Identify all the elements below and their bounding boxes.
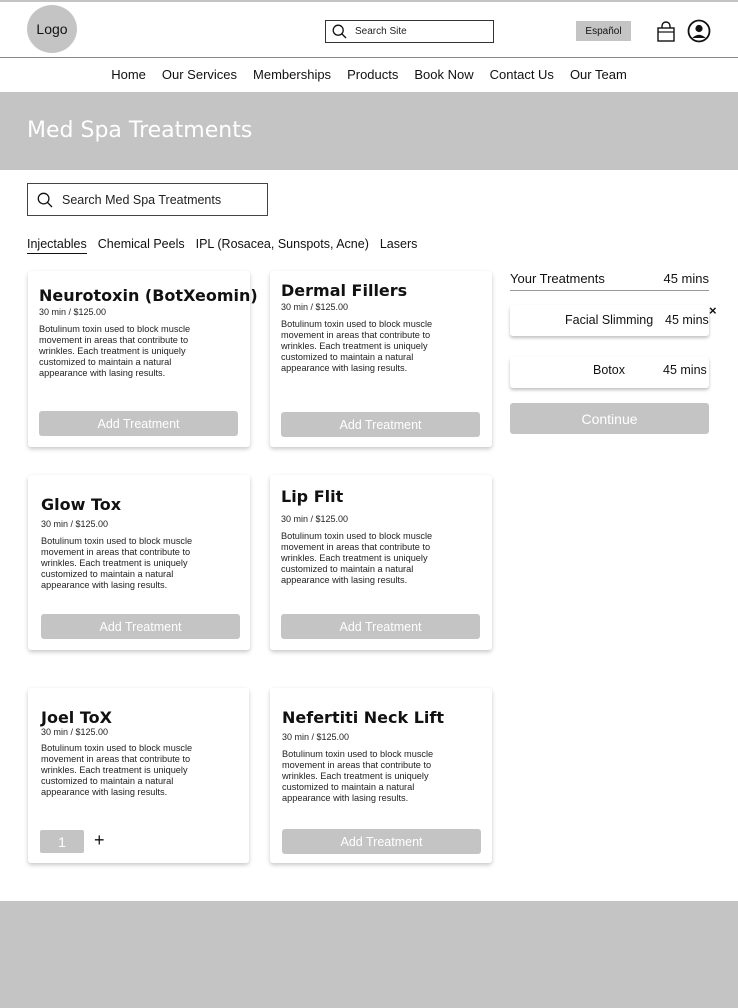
top-border [0, 0, 738, 2]
continue-button[interactable]: Continue [510, 403, 709, 434]
tab-lasers[interactable]: Lasers [379, 237, 418, 251]
logo[interactable] [27, 5, 77, 53]
add-treatment-button[interactable]: Add Treatment [41, 614, 240, 639]
selected-treatment-item [510, 357, 709, 388]
user-icon[interactable] [687, 19, 711, 43]
add-treatment-button[interactable]: Add Treatment [39, 411, 238, 436]
nav-item-home[interactable]: Home [111, 67, 146, 82]
card-title: Joel ToX [41, 708, 112, 727]
card-title: Lip Flit [281, 487, 344, 506]
card-title: Glow Tox [41, 495, 122, 514]
card-description: Botulinum toxin used to block muscle movement in areas that contribute to wrinkles. Each treatment is uniquely customized to maintain a natural appearance with lasing results. [39, 324, 191, 378]
logo-label: Logo [36, 21, 68, 37]
card-title: Dermal Fillers [281, 281, 408, 300]
treatment-card [28, 475, 250, 650]
language-button[interactable]: Español [576, 21, 631, 41]
nav-item-contact[interactable]: Contact Us [489, 67, 554, 82]
nav-item-services[interactable]: Our Services [161, 67, 238, 82]
card-title: Neurotoxin (BotXeomin) [39, 286, 258, 305]
treatment-card [28, 688, 249, 863]
your-treatments-title: Your Treatments [510, 271, 605, 286]
card-meta: 30 min / $125.00 [41, 519, 109, 529]
add-treatment-button[interactable]: Add Treatment [281, 614, 480, 639]
add-treatment-button[interactable]: Add Treatment [281, 412, 480, 437]
card-description: Botulinum toxin used to block muscle movement in areas that contribute to wrinkles. Each treatment is uniquely customized to maintain a natural appearance with lasing results. [282, 749, 434, 803]
tab-injectables[interactable]: Injectables [27, 237, 87, 254]
tab-ipl[interactable]: IPL (Rosacea, Sunspots, Acne) [195, 237, 369, 251]
header-divider [0, 57, 738, 58]
card-meta: 30 min / $125.00 [281, 302, 349, 312]
main-nav [0, 67, 738, 85]
nav-item-team[interactable]: Our Team [569, 67, 627, 82]
site-search-placeholder: Search Site [355, 26, 407, 37]
card-description: Botulinum toxin used to block muscle movement in areas that contribute to wrinkles. Each treatment is uniquely customized to maintain a natural appearance with lasing results. [41, 743, 193, 797]
add-treatment-button[interactable]: Add Treatment [282, 829, 481, 854]
selected-treatment-duration: 45 mins [663, 363, 707, 377]
search-icon [332, 24, 347, 39]
page-title: Med Spa Treatments [27, 118, 253, 143]
treatment-card [28, 271, 258, 447]
card-description: Botulinum toxin used to block muscle movement in areas that contribute to wrinkles. Each treatment is uniquely customized to maintain a natural appearance with lasing results. [41, 536, 193, 590]
treatment-card [270, 688, 492, 863]
search-icon [37, 192, 53, 208]
increment-button[interactable]: + [94, 830, 105, 850]
nav-item-book-now[interactable]: Book Now [414, 67, 474, 82]
nav-item-memberships[interactable]: Memberships [253, 67, 332, 82]
shopping-bag-icon[interactable] [656, 21, 676, 43]
your-treatments-total: 45 mins [663, 271, 709, 286]
card-meta: 30 min / $125.00 [41, 727, 109, 737]
selected-treatment-item [510, 305, 709, 336]
treatment-search-input[interactable] [27, 183, 268, 216]
card-meta: 30 min / $125.00 [282, 732, 350, 742]
treatment-card [270, 271, 492, 447]
card-title: Nefertiti Neck Lift [282, 708, 445, 727]
category-tabs [27, 237, 417, 254]
footer [0, 901, 738, 1008]
selected-treatment-name: Botox [593, 363, 625, 377]
your-treatments-header [510, 271, 709, 291]
treatment-card [270, 475, 492, 650]
treatment-search-placeholder: Search Med Spa Treatments [62, 192, 222, 207]
card-meta: 30 min / $125.00 [39, 307, 107, 317]
card-description: Botulinum toxin used to block muscle movement in areas that contribute to wrinkles. Each treatment is uniquely customized to maintain a natural appearance with lasing results. [281, 531, 433, 585]
site-search-input[interactable] [325, 20, 494, 43]
card-description: Botulinum toxin used to block muscle movement in areas that contribute to wrinkles. Each treatment is uniquely customized to maintain a natural appearance with lasing results. [281, 319, 433, 373]
card-meta: 30 min / $125.00 [281, 514, 349, 524]
selected-treatment-name: Facial Slimming [565, 313, 654, 327]
selected-treatment-duration: 45 mins [665, 313, 709, 327]
quantity-input[interactable]: 1 [40, 830, 84, 853]
close-icon[interactable]: × [709, 303, 717, 318]
nav-item-products[interactable]: Products [347, 67, 399, 82]
tab-chemical-peels[interactable]: Chemical Peels [97, 237, 185, 251]
